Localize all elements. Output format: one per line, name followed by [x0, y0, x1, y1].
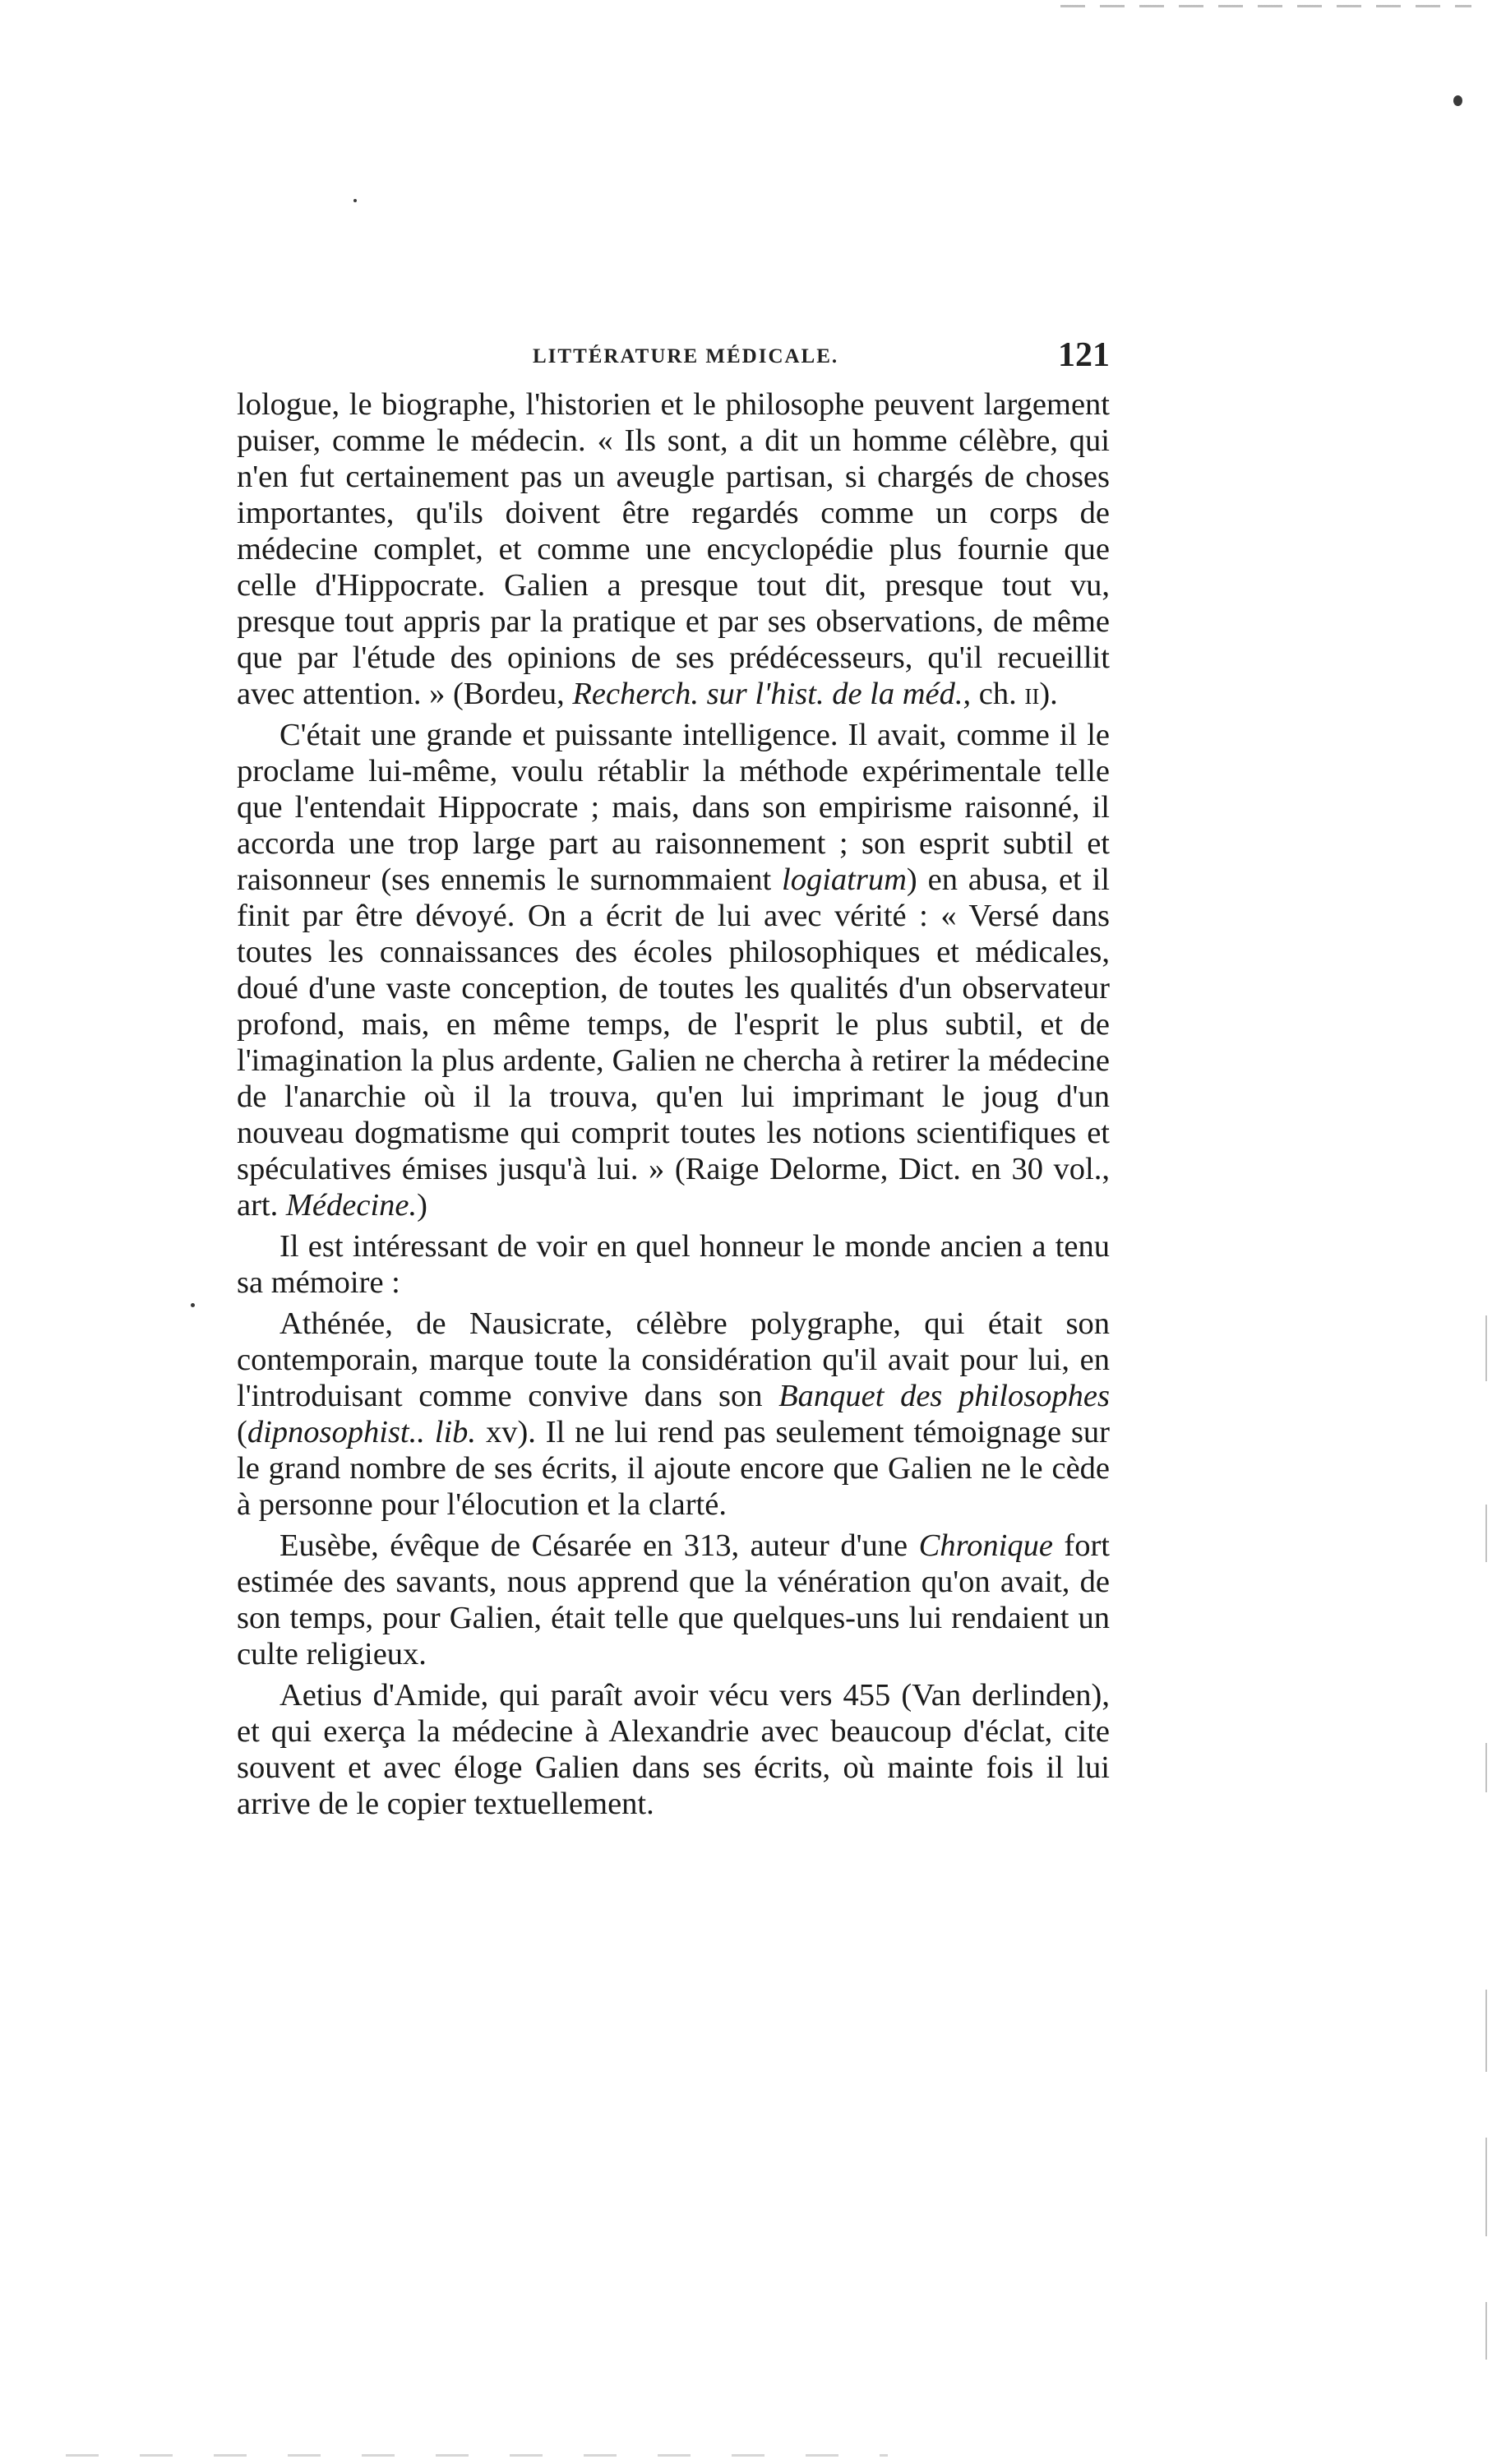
paragraph-honneur: [237, 1228, 1110, 1301]
page-edge-line: [1485, 2302, 1487, 2360]
page-edge-line: [1485, 1315, 1487, 1381]
text-span: lologue, le biographe, l'historien et le philosophe peuvent largement puiser, comme le médecin. « Ils sont, a dit un homme célèbre, qui n'en fut certainement pas un aveugle partisan, si chargés de choses importantes, qu'ils doivent être regardés comme un corps de médecine complet, et comme une encyclopédie plus fournie que celle d'Hippocrate. Galien a presque tout dit, presque tout vu, presque tout appris par la pratique et par ses observations, de même que par l'étude des opinions de ses prédécesseurs, qu'il recueillit avec attention. » (Bordeu,: [237, 387, 1110, 711]
page-edge-line: [1485, 1743, 1487, 1792]
italic-span: Chronique: [918, 1528, 1053, 1563]
body-text: [237, 386, 1110, 1822]
text-span: xv). Il ne lui rend pas seulement témoignage sur le grand nombre de ses écrits, il ajoute encore que Galien ne le cède à personne pour l'élocution et la clarté.: [237, 1415, 1110, 1522]
ink-speck: [353, 199, 357, 202]
running-title: LITTÉRATURE MÉDICALE.: [533, 345, 839, 368]
text-span: Eusèbe, évêque de Césarée en 313, auteur d'une: [279, 1528, 919, 1563]
page-edge-line: [1485, 2138, 1487, 2236]
page-edge-line: [1485, 1990, 1487, 2072]
paragraph-continuation: [237, 386, 1110, 712]
paragraph-athenee: [237, 1306, 1110, 1523]
smallcaps-span: ii: [1024, 677, 1040, 711]
text-span: Il est intéressant de voir en quel honneur le monde ancien a tenu sa mémoire :: [237, 1229, 1110, 1300]
paragraph-galien-intelligence: [237, 717, 1110, 1223]
text-span: ).: [1039, 677, 1058, 711]
italic-span: Recherch. sur l'hist. de la méd.: [572, 677, 963, 711]
text-span: ): [417, 1188, 427, 1223]
book-page: [237, 335, 1110, 1827]
page-number: 121: [1058, 336, 1110, 374]
italic-span: Médecine.: [285, 1188, 418, 1223]
page-edge-line: [1485, 1505, 1487, 1562]
text-span: Athénée, de Nausicrate, célèbre polygraphe, qui était son contemporain, marque toute la considération qu'il avait pour lui, en l'introduisant comme convive dans son: [237, 1306, 1110, 1413]
running-head: [237, 335, 1110, 377]
text-span: ) en abusa, et il finit par être dévoyé. On a écrit de lui avec vérité : « Versé dans toutes les connaissances des écoles philosophiques et médicales, doué d'une vaste conception, de toutes les qualités d'un observateur profond, mais, en même temps, de l'esprit le plus subtil, et de l'imagination la plus ardente, Galien ne chercha à retirer la médecine de l'anarchie où il la trouva, qu'en lui imprimant le joug d'un nouveau dogmatisme qui comprit toutes les notions scientifiques et spéculatives émises jusqu'à lui. » (Raige Delorme, Dict. en 30 vol., art.: [237, 862, 1110, 1223]
scan-dashes-top: [1060, 5, 1471, 7]
paragraph-aetius: [237, 1677, 1110, 1822]
text-span: Aetius d'Amide, qui paraît avoir vécu vers 455 (Van derlinden), et qui exerça la médecine à Alexandrie avec beaucoup d'éclat, cite souvent et avec éloge Galien dans ses écrits, où mainte fois il lui arrive de le copier textuellement.: [237, 1678, 1110, 1821]
ink-speck: [191, 1303, 195, 1307]
ink-dot: [1453, 95, 1462, 106]
italic-span: logiatrum: [782, 862, 907, 897]
scan-dashes-bottom: [66, 2454, 888, 2457]
paragraph-eusebe: [237, 1528, 1110, 1672]
text-span: fort estimée des savants, nous apprend que la vénération qu'on avait, de son temps, pour Galien, était telle que quelques-uns lui rendaient un culte religieux.: [237, 1528, 1111, 1671]
italic-span: dipnosophist.. lib.: [247, 1415, 477, 1449]
text-span: , ch.: [963, 677, 1025, 711]
italic-span: Banquet des philosophes: [778, 1379, 1110, 1413]
text-span: (: [237, 1415, 247, 1449]
text-span: C'était une grande et puissante intelligence. Il avait, comme il le proclame lui-même, voulu rétablir la méthode expérimentale telle que l'entendait Hippocrate ; mais, dans son empirisme raisonné, il accorda une trop large part au raisonnement ; son esprit subtil et raisonneur (ses ennemis le surnommaient: [237, 718, 1110, 897]
